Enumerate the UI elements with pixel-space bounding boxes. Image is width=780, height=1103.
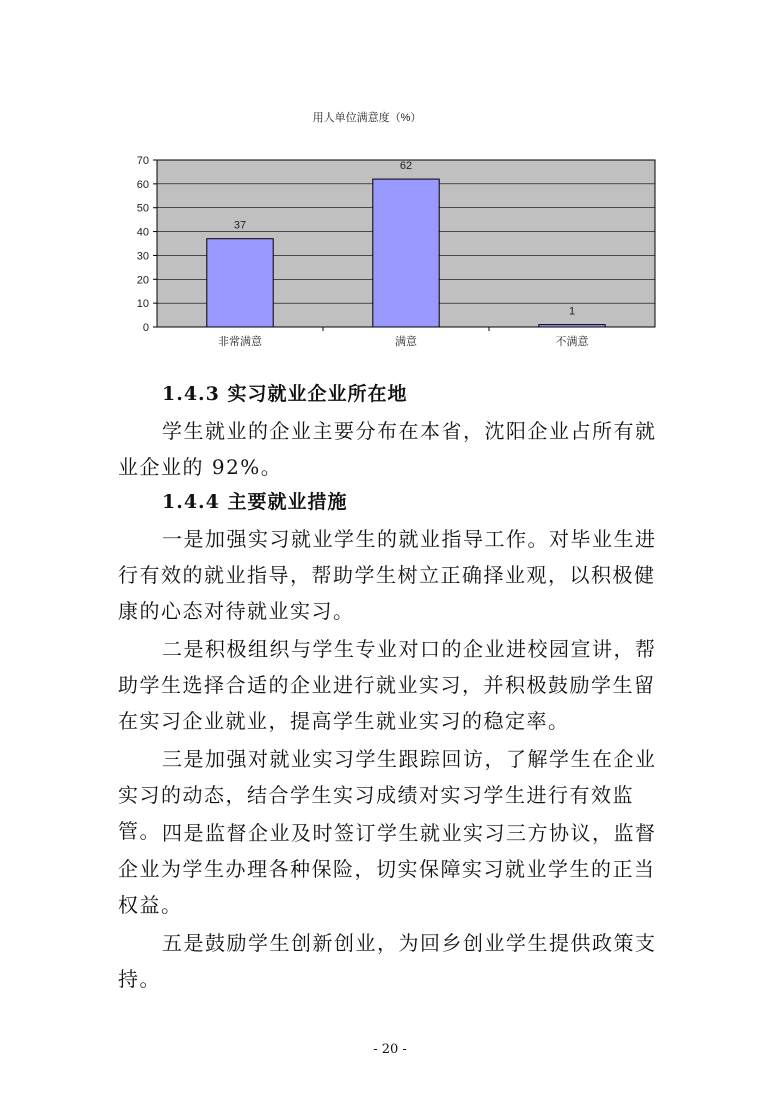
section-heading-1-4-4: 1.4.4 主要就业措施 xyxy=(162,491,348,513)
section-heading-1-4-3: 1.4.3 实习就业企业所在地 xyxy=(162,383,408,405)
bar-1 xyxy=(207,239,273,327)
category-label: 满意 xyxy=(395,336,417,348)
data-label: 37 xyxy=(233,219,247,232)
y-tick-label: 20 xyxy=(136,274,149,287)
paragraph-measure-4: 四是监督企业及时签订学生就业实习三方协议，监督企业为学生办理各种保险，切实保障实习就业学生的正当权益。 xyxy=(118,821,657,917)
data-label: 1 xyxy=(568,305,576,318)
y-tick-label: 70 xyxy=(136,155,149,167)
x-axis-categories xyxy=(218,327,589,348)
y-tick-label: 50 xyxy=(136,202,149,215)
paragraph-measure-3: 三是加强对就业实习学生跟踪回访，了解学生在企业实习的动态，结合学生实习成绩对实习学生进行有效监管。 xyxy=(118,747,657,843)
category-label: 不满意 xyxy=(555,336,589,348)
y-tick-label: 30 xyxy=(136,250,149,263)
data-label: 62 xyxy=(399,160,413,173)
category-label: 非常满意 xyxy=(218,336,262,348)
paragraph-measure-5: 五是鼓励学生创新创业，为回乡创业学生提供政策支持。 xyxy=(118,931,657,991)
y-tick-label: 60 xyxy=(136,178,149,191)
paragraph-measure-1: 一是加强实习就业学生的就业指导工作。对毕业生进行有效的就业指导，帮助学生树立正确择业观，以积极健康的心态对待就业实习。 xyxy=(118,527,657,623)
satisfaction-bar-chart xyxy=(0,0,780,360)
y-axis-ticks xyxy=(137,155,157,334)
chart-title: 用人单位满意度（%） xyxy=(312,112,422,124)
bar-3 xyxy=(539,325,605,327)
paragraph-measure-2: 二是积极组织与学生专业对口的企业进校园宣讲，帮助学生选择合适的企业进行就业实习，并积极鼓励学生留在实习企业就业，提高学生就业实习的稳定率。 xyxy=(118,637,657,733)
y-tick-label: 40 xyxy=(136,226,149,239)
page-number: - 20 - xyxy=(373,1042,407,1057)
y-tick-label: 0 xyxy=(142,322,149,334)
bar-2 xyxy=(373,179,439,327)
paragraph-employment-location: 学生就业的企业主要分布在本省，沈阳企业占所有就业企业的 92%。 xyxy=(118,419,657,479)
y-tick-label: 10 xyxy=(136,298,149,311)
